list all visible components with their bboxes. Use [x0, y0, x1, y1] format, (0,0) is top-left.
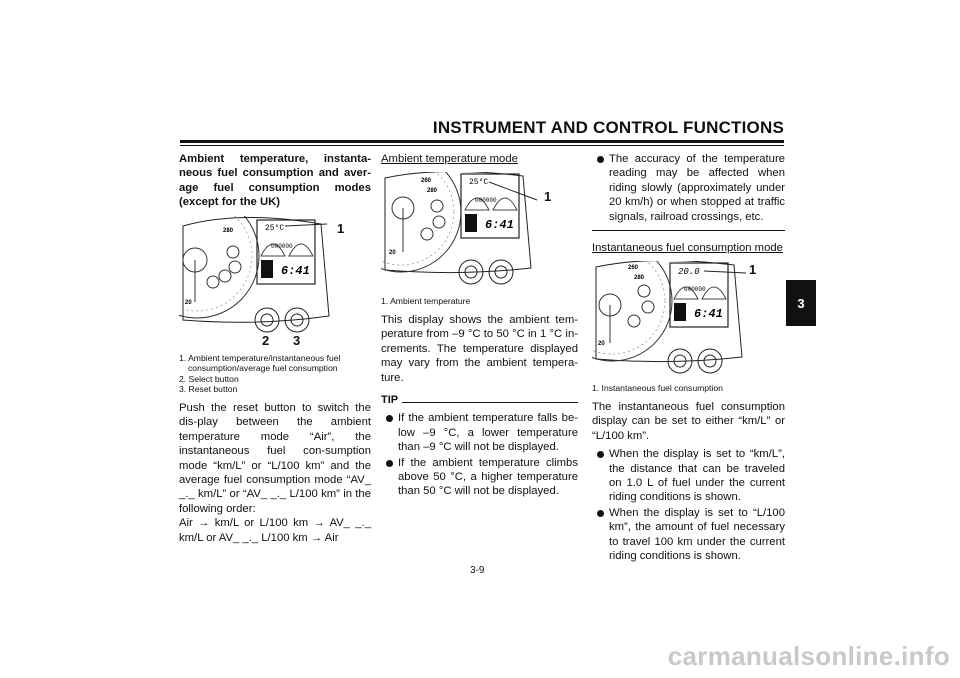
- dial-label-20: 20: [389, 250, 396, 257]
- instrument-illustration: [381, 172, 541, 290]
- watermark: carmanualsonline.info: [667, 641, 950, 671]
- lcd-clock: 6:41: [485, 218, 514, 233]
- header-rule-thick: [180, 140, 784, 143]
- figure-instrument-panel-3: [592, 261, 785, 379]
- callout-1: 1: [749, 262, 757, 278]
- dial-label-280: 280: [634, 275, 645, 282]
- dial-label-260: 260: [421, 178, 432, 185]
- callout-1: 1: [544, 189, 552, 205]
- section-heading-modes: Ambient temperature, instanta-neous fuel consumption and aver-age fuel consumption modes (except for the UK): [179, 153, 371, 209]
- column-1: [179, 152, 371, 545]
- instrument-illustration: [592, 261, 752, 377]
- figure-caption-2: 1. Ambient temperature: [381, 296, 471, 307]
- lcd-clock: 6:41: [694, 307, 723, 322]
- lcd-fuel-readout: 20.0: [678, 267, 700, 278]
- fuel-mode-list: [592, 447, 785, 563]
- fuel-mode-item: When the display is set to “km/L”, the distance that can be traveled on 1.0 L of fuel under the current riding conditions is shown.: [592, 447, 785, 505]
- caption-line: 1. Ambient temperature/instantaneous fuel: [179, 352, 341, 363]
- tip-list: [381, 411, 578, 498]
- callout-2: 2: [262, 332, 270, 348]
- lcd-odometer: 000000: [475, 197, 497, 205]
- callout-1: 1: [337, 220, 345, 236]
- dial-label-280: 280: [223, 227, 234, 234]
- dial-label-260: 260: [628, 265, 639, 272]
- sequence-line-1: Air → km/L or L/100 km → AV_ _._: [179, 517, 371, 530]
- tip-header: [381, 393, 578, 407]
- page-number: 3-9: [470, 565, 485, 576]
- lcd-odometer: 000000: [684, 286, 706, 294]
- tip-end-rule: [592, 230, 785, 231]
- chapter-tab[interactable]: 3: [786, 280, 816, 326]
- fuel-mode-item: When the display is set to “L/100 km”, the amount of fuel necessary to travel 100 km under the current riding conditions is shown.: [592, 506, 785, 564]
- lcd-odometer: 000000: [271, 242, 293, 250]
- body-text-ambient: This display shows the ambient tem-perature from –9 °C to 50 °C in 1 °C in-crements. The temperature displayed may vary from the ambient tempera-ture.: [381, 314, 578, 384]
- dial-label-280: 280: [427, 188, 438, 195]
- tip-label: TIP: [381, 394, 399, 407]
- body-text-instant-fuel: The instantaneous fuel consumption display can be set to either “km/L” or “L/100 km”.: [592, 401, 785, 442]
- sequence-line-2: km/L or AV_ _._ L/100 km → Air: [179, 531, 339, 544]
- section-heading-ambient: Ambient temperature mode: [381, 153, 518, 165]
- section-heading-instant-fuel: Instantaneous fuel consumption mode: [592, 242, 783, 255]
- tip-list-continued: [592, 152, 785, 224]
- caption-line: 3. Reset button: [179, 384, 238, 395]
- callout-3: 3: [293, 332, 301, 348]
- lcd-temp-readout: 25°C: [265, 223, 285, 233]
- column-3: [592, 152, 785, 565]
- lcd-temp-readout: 25°C: [469, 178, 489, 188]
- figure-instrument-panel-1: [179, 216, 371, 349]
- figure-instrument-panel-2: [381, 172, 578, 292]
- tip-item: The accuracy of the temperature reading may be affected when riding slowly (approximately under 20 km/h) or when stopped at traffic signals, railroad crossings, etc.: [592, 152, 785, 224]
- column-2: [381, 152, 578, 500]
- lcd-clock: 6:41: [281, 263, 310, 278]
- page-header-title: INSTRUMENT AND CONTROL FUNCTIONS: [432, 118, 784, 137]
- dial-label-20: 20: [185, 299, 192, 306]
- dial-label-20: 20: [598, 341, 605, 348]
- body-text-reset: Push the reset button to switch the dis-play between the ambient temperature mode “Air”, the instantaneous fuel con-sumption mode “km/L” or “L/100 km” and the average fuel consumption mode “AV_ _._ km/L” or “AV_ _._ L/100 km” in the following order:: [179, 402, 371, 515]
- figure-caption-3: 1. Instantaneous fuel consumption: [592, 383, 723, 394]
- tip-rule: [402, 402, 578, 403]
- caption-line: consumption/average fuel consumption: [188, 363, 338, 374]
- figure-caption-1: [179, 353, 371, 395]
- tip-item: If the ambient temperature climbs above 50 °C, a higher temperature than 50 °C will not be displayed.: [381, 456, 578, 499]
- instrument-illustration: [179, 216, 339, 349]
- tip-item: If the ambient temperature falls be-low –9 °C, a lower temperature than –9 °C will not be displayed.: [381, 411, 578, 454]
- header-rule-thin: [180, 145, 784, 146]
- caption-line: 2. Select button: [179, 373, 239, 384]
